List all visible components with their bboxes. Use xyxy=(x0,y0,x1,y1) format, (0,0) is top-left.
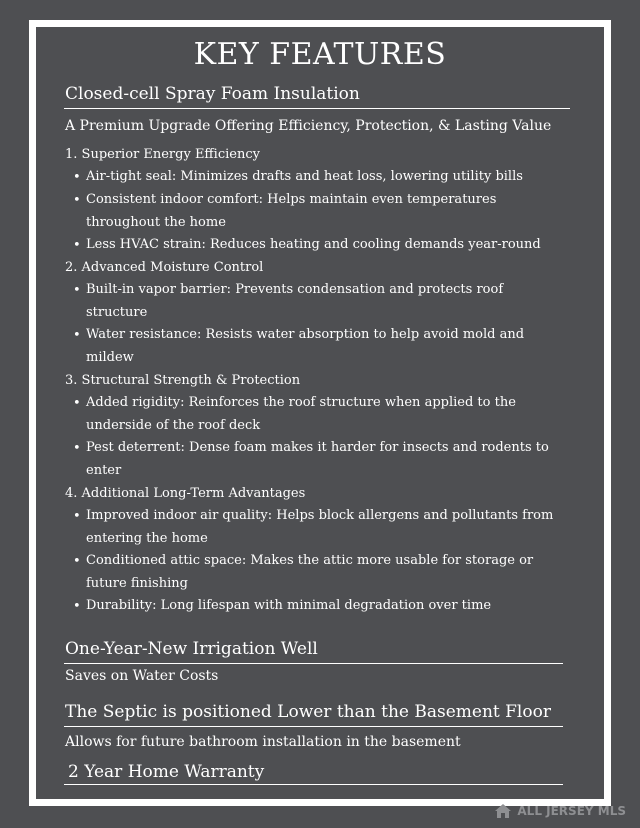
well-rule xyxy=(64,663,563,664)
bullet-dot: • xyxy=(73,599,81,614)
group-4-bullet-2: Conditioned attic space: Makes the attic more usable for storage or future finishing xyxy=(86,553,534,591)
group-1-bullet-2: Consistent indoor comfort: Helps maintain even temperatures throughout the home xyxy=(86,192,497,230)
page-title: KEY FEATURES xyxy=(193,37,447,72)
group-3-bullet-2: Pest deterrent: Dense foam makes it harder for insects and rodents to enter xyxy=(86,440,549,478)
spray-foam-heading: Closed-cell Spray Foam Insulation xyxy=(65,84,360,104)
bullet-dot: • xyxy=(73,328,81,343)
group-1-label: 1. Superior Energy Efficiency xyxy=(65,147,260,162)
warranty-rule xyxy=(64,784,563,785)
group-3-label: 3. Structural Strength & Protection xyxy=(65,373,301,388)
septic-heading: The Septic is positioned Lower than the Basement Floor xyxy=(65,702,551,722)
spray-foam-rule xyxy=(64,108,570,109)
watermark-text: ALL JERSEY MLS xyxy=(517,804,626,818)
house-logo-icon xyxy=(494,802,512,820)
bullet-dot: • xyxy=(73,170,81,185)
group-4-bullet-1: Improved indoor air quality: Helps block allergens and pollutants from entering the home xyxy=(86,508,554,546)
spray-foam-subtitle: A Premium Upgrade Offering Efficiency, Protection, & Lasting Value xyxy=(65,118,552,134)
group-4-label: 4. Additional Long-Term Advantages xyxy=(65,486,306,501)
bullet-dot: • xyxy=(73,396,81,411)
well-heading: One-Year-New Irrigation Well xyxy=(65,639,318,659)
group-1-bullet-1: Air-tight seal: Minimizes drafts and heat loss, lowering utility bills xyxy=(86,169,523,184)
well-subtitle: Saves on Water Costs xyxy=(65,668,219,684)
bullet-dot: • xyxy=(73,441,81,456)
group-2-bullet-2: Water resistance: Resists water absorption to help avoid mold and mildew xyxy=(86,327,525,365)
group-2-bullet-1: Built-in vapor barrier: Prevents condensation and protects roof structure xyxy=(86,282,504,320)
bullet-dot: • xyxy=(73,193,81,208)
bullet-dot: • xyxy=(73,554,81,569)
group-4-bullet-3: Durability: Long lifespan with minimal degradation over time xyxy=(86,598,492,613)
group-1-bullet-3: Less HVAC strain: Reduces heating and cooling demands year-round xyxy=(86,237,541,252)
warranty-heading: 2 Year Home Warranty xyxy=(68,762,265,782)
group-3-bullet-1: Added rigidity: Reinforces the roof structure when applied to the underside of the roof deck xyxy=(86,395,516,433)
watermark xyxy=(494,802,626,820)
bullet-dot: • xyxy=(73,238,81,253)
bullet-dot: • xyxy=(73,283,81,298)
bullet-dot: • xyxy=(73,509,81,524)
septic-subtitle: Allows for future bathroom installation in the basement xyxy=(65,734,461,750)
group-2-label: 2. Advanced Moisture Control xyxy=(65,260,264,275)
septic-rule xyxy=(64,726,563,727)
